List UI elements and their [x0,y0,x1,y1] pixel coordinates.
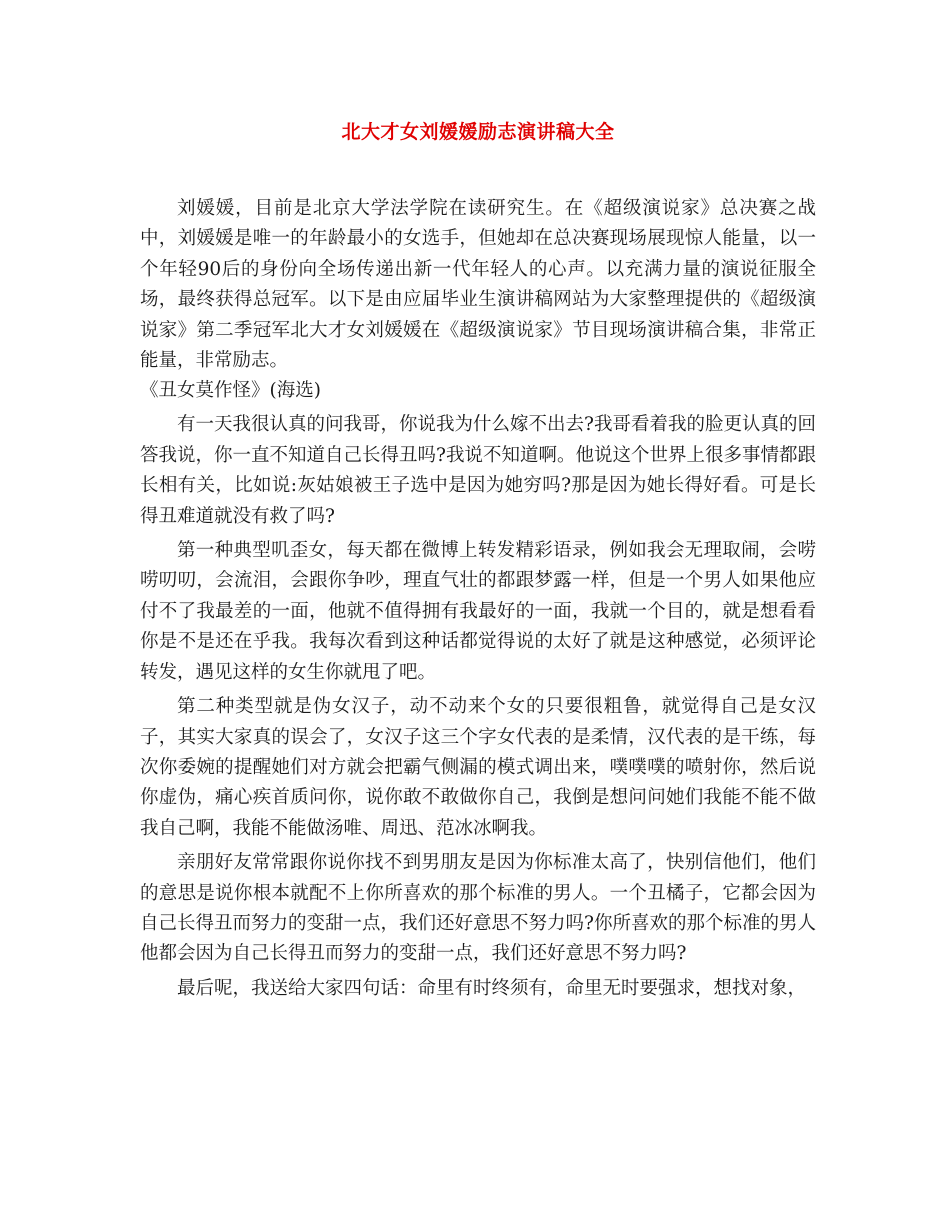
body-paragraph: 有一天我很认真的问我哥，你说我为什么嫁不出去?我哥看着我的脸更认真的回答我说，你一直不知道自己长得丑吗?我说不知道啊。他说这个世界上很多事情都跟长相有关，比如说:灰姑娘被王子选中是因为她穷吗?那是因为她长得好看。可是长得丑难道就没有救了吗? [140,414,816,527]
document-page [140,118,816,1008]
body-paragraph: 第一种典型叽歪女，每天都在微博上转发精彩语录，例如我会无理取闹，会唠唠叨叨，会流泪，会跟你争吵，理直气壮的都跟梦露一样，但是一个男人如果他应付不了我最差的一面，他就不值得拥有我最好的一面，我就一个目的，就是想看看你是不是还在乎我。我每次看到这种话都觉得说的太好了就是这种感觉，必须评论转发，遇见这样的女生你就甩了吧。 [140,540,816,683]
body-paragraph: 第二种类型就是伪女汉子，动不动来个女的只要很粗鲁，就觉得自己是女汉子，其实大家真的误会了，女汉子这三个字女代表的是柔情，汉代表的是干练，每次你委婉的提醒她们对方就会把霸气侧漏的模式调出来，噗噗噗的喷射你，然后说你虚伪，痛心疾首质问你，说你敢不敢做你自己，我倒是想问问她们我能不能不做我自己啊，我能不能做汤唯、周迅、范冰冰啊我。 [140,696,816,839]
intro-paragraph: 刘媛媛，目前是北京大学法学院在读研究生。在《超级演说家》总决赛之战中，刘媛媛是唯一的年龄最小的女选手，但她却在总决赛现场展现惊人能量，以一个年轻90后的身份向全场传递出新一代年轻人的心声。以充满力量的演说征服全场，最终获得总冠军。以下是由应届毕业生演讲稿网站为大家整理提供的《超级演说家》第二季冠军北大才女刘媛媛在《超级演说家》节目现场演讲稿合集，非常正能量，非常励志。 [140,198,816,372]
document-title: 北大才女刘媛媛励志演讲稿大全 [341,121,615,143]
section-title: 《丑女莫作怪》(海选) [140,380,321,402]
body-paragraph: 最后呢，我送给大家四句话：命里有时终须有，命里无时要强求，想找对象， [177,977,807,999]
body-paragraph: 亲朋好友常常跟你说你找不到男朋友是因为你标准太高了，快别信他们，他们的意思是说你根本就配不上你所喜欢的那个标准的男人。一个丑橘子，它都会因为自己长得丑而努力的变甜一点，我们还好意思不努力吗?你所喜欢的那个标准的男人他都会因为自己长得丑而努力的变甜一点，我们还好意思不努力吗? [140,852,816,965]
